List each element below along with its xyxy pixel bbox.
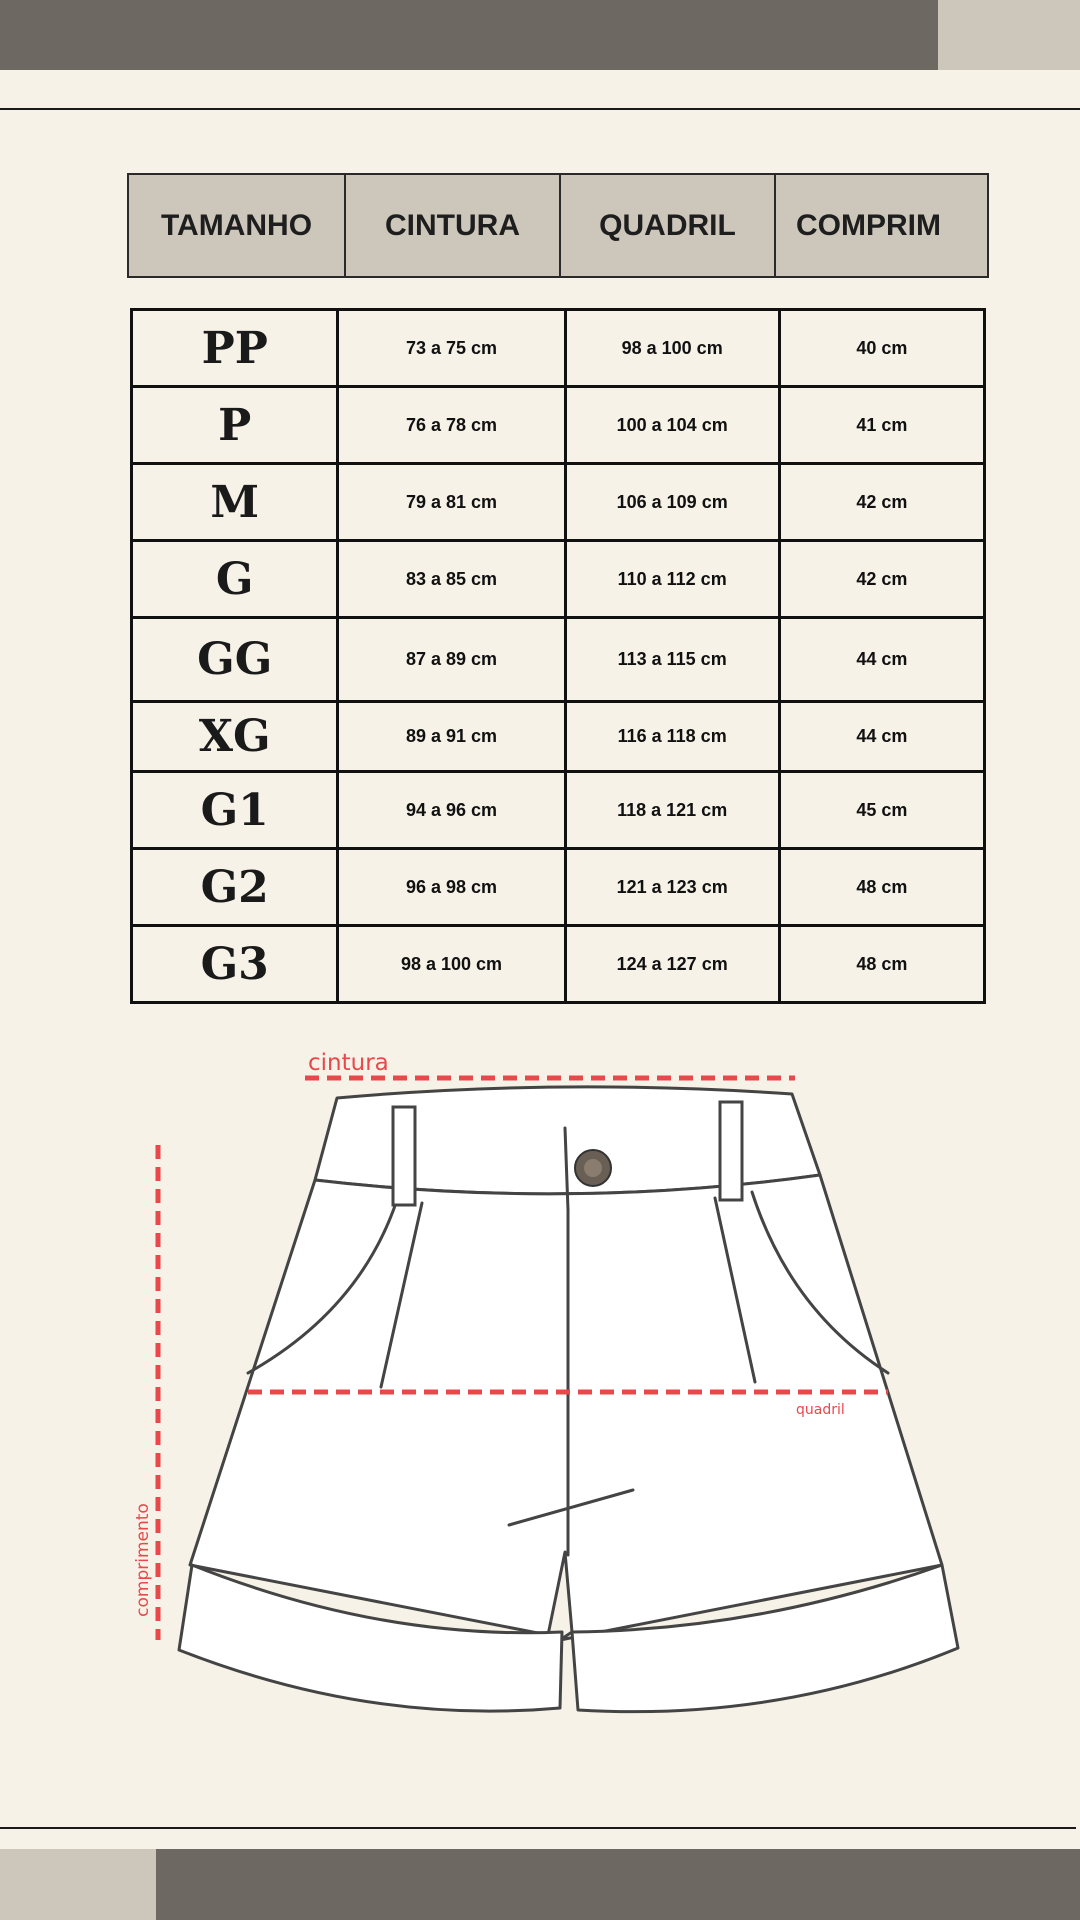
left-belt-loop bbox=[393, 1107, 415, 1205]
top-decor-accent bbox=[938, 0, 1080, 70]
hip-cell: 106 a 109 cm bbox=[565, 464, 779, 541]
table-row bbox=[132, 541, 985, 618]
size-cell: GG bbox=[132, 618, 338, 702]
header-size: TAMANHO bbox=[160, 208, 313, 242]
right-belt-loop bbox=[720, 1102, 742, 1200]
bottom-decor-band bbox=[156, 1849, 1080, 1920]
length-cell: 42 cm bbox=[779, 464, 984, 541]
waist-label: cintura bbox=[308, 1050, 389, 1076]
size-cell: G bbox=[132, 541, 338, 618]
hip-cell: 121 a 123 cm bbox=[565, 849, 779, 926]
waist-cell: 83 a 85 cm bbox=[338, 541, 565, 618]
size-table-header bbox=[127, 173, 989, 278]
waist-cell: 73 a 75 cm bbox=[338, 310, 565, 387]
length-cell: 41 cm bbox=[779, 387, 984, 464]
table-row bbox=[132, 849, 985, 926]
hip-label: quadril bbox=[796, 1402, 845, 1418]
size-cell: P bbox=[132, 387, 338, 464]
table-row bbox=[132, 772, 985, 849]
hip-cell: 98 a 100 cm bbox=[565, 310, 779, 387]
size-cell: G2 bbox=[132, 849, 338, 926]
waist-cell: 76 a 78 cm bbox=[338, 387, 565, 464]
size-cell: PP bbox=[132, 310, 338, 387]
table-row bbox=[132, 618, 985, 702]
table-row bbox=[132, 387, 985, 464]
waist-cell: 96 a 98 cm bbox=[338, 849, 565, 926]
size-cell: G1 bbox=[132, 772, 338, 849]
header-hip: QUADRIL bbox=[559, 175, 774, 276]
table-row bbox=[132, 310, 985, 387]
button-icon bbox=[575, 1150, 611, 1186]
bottom-divider bbox=[0, 1827, 1076, 1829]
size-cell: XG bbox=[132, 702, 338, 772]
top-divider bbox=[0, 108, 1080, 110]
shorts-icon bbox=[0, 1020, 1080, 1740]
hip-cell: 124 a 127 cm bbox=[565, 926, 779, 1003]
waist-cell: 98 a 100 cm bbox=[338, 926, 565, 1003]
length-cell: 42 cm bbox=[779, 541, 984, 618]
hip-cell: 118 a 121 cm bbox=[565, 772, 779, 849]
length-cell: 48 cm bbox=[779, 849, 984, 926]
header-length: COMPRIM bbox=[774, 175, 987, 276]
length-cell: 40 cm bbox=[779, 310, 984, 387]
table-row bbox=[132, 464, 985, 541]
hip-cell: 113 a 115 cm bbox=[565, 618, 779, 702]
hip-cell: 110 a 112 cm bbox=[565, 541, 779, 618]
length-cell: 44 cm bbox=[779, 702, 984, 772]
waist-cell: 87 a 89 cm bbox=[338, 618, 565, 702]
hip-cell: 116 a 118 cm bbox=[565, 702, 779, 772]
waist-cell: 94 a 96 cm bbox=[338, 772, 565, 849]
length-cell: 44 cm bbox=[779, 618, 984, 702]
hip-cell: 100 a 104 cm bbox=[565, 387, 779, 464]
size-cell: M bbox=[132, 464, 338, 541]
length-label: comprimento bbox=[133, 1503, 153, 1617]
top-decor-band bbox=[0, 0, 938, 70]
length-cell: 45 cm bbox=[779, 772, 984, 849]
table-row bbox=[132, 702, 985, 772]
waist-cell: 79 a 81 cm bbox=[338, 464, 565, 541]
table-row bbox=[132, 926, 985, 1003]
size-table bbox=[130, 308, 986, 1004]
length-cell: 48 cm bbox=[779, 926, 984, 1003]
size-cell: G3 bbox=[132, 926, 338, 1003]
bottom-decor-accent bbox=[0, 1849, 156, 1920]
waist-cell: 89 a 91 cm bbox=[338, 702, 565, 772]
header-waist: CINTURA bbox=[344, 175, 559, 276]
